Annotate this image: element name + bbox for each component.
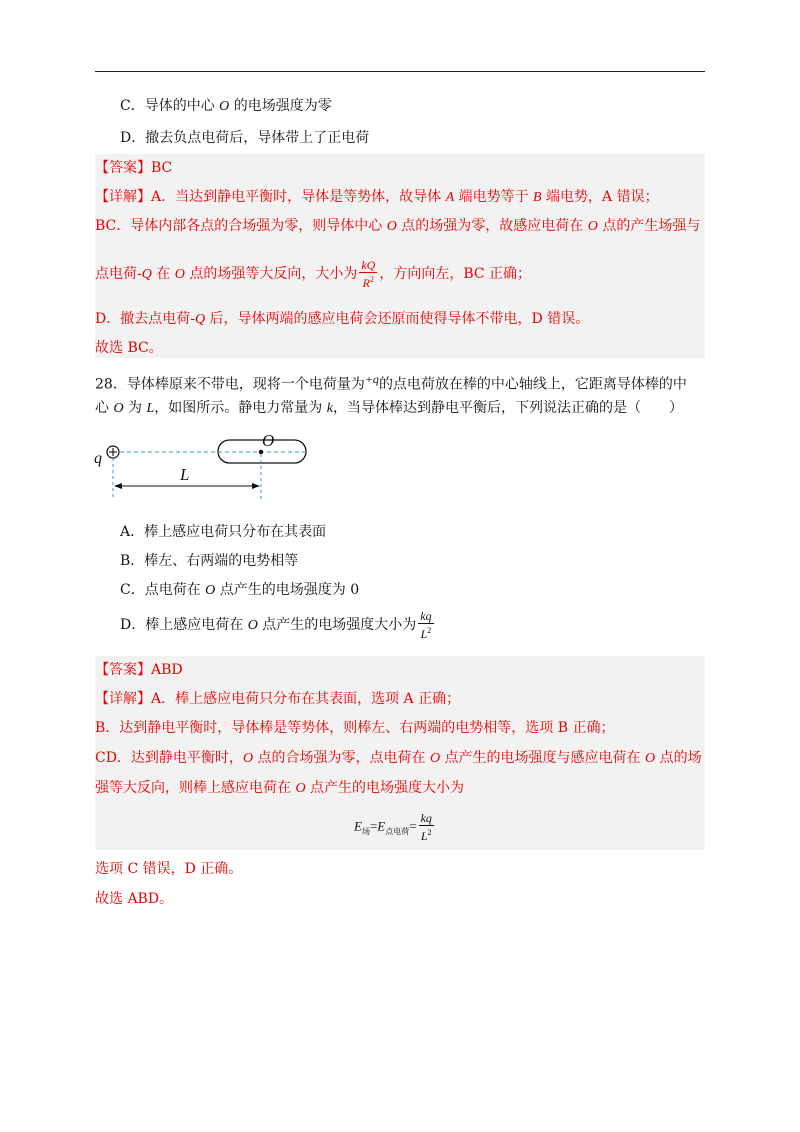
q28-option-d-text2: 点产生的电场强度大小为	[257, 617, 417, 633]
q27-detail-line4	[95, 309, 589, 330]
header-rule	[95, 71, 705, 72]
q28-detail3-c: 点产生的电场强度与感应电荷在	[440, 750, 645, 766]
q28-option-c-text1: C．点电荷在	[120, 582, 206, 598]
var-O: O	[242, 751, 254, 766]
fraction-denominator: L	[420, 626, 428, 641]
fraction-denominator: R	[362, 275, 371, 290]
exponent: 2	[427, 828, 432, 837]
var-A: A	[445, 190, 455, 205]
q27-detail4-a: D．撤去点电荷-	[95, 311, 195, 327]
q27-conclusion: 故选 BC。	[95, 340, 163, 356]
q27-option-d: D．撤去负点电荷后，导体带上了正电荷	[120, 130, 370, 146]
q28-option-c-text2: 点产生的电场强度为 0	[215, 582, 360, 598]
q28-detail-line2: B．达到静电平衡时，导体棒是等势体，则棒左、右两端的电势相等，选项 B 正确；	[95, 720, 615, 736]
q28-figure	[88, 428, 318, 503]
q27-detail3-c: 点的场强等大反向，大小为	[184, 266, 358, 282]
var-O: O	[295, 781, 306, 796]
label-L: L	[180, 465, 190, 484]
var-L: L	[146, 401, 155, 416]
q27-detail1-b: 端电势等于	[454, 189, 534, 205]
var-O: O	[205, 583, 216, 598]
q27-option-c	[120, 96, 332, 117]
arrow-head-right	[252, 483, 260, 489]
q27-detail-line3	[95, 258, 531, 291]
var-B: B	[533, 190, 542, 205]
q28-answer: 【答案】ABD	[95, 662, 183, 678]
var-O: O	[174, 267, 185, 282]
arrow-head-left	[114, 483, 122, 489]
q28-stem1-b: 的点电荷放在棒的中心轴线上，它距离导体棒的中	[378, 376, 687, 393]
q27-detail3-a: 点电荷-	[95, 266, 142, 282]
q28-detail4-b: 点产生的电场强度大小为	[305, 780, 465, 796]
eq-sub-field: 场	[361, 827, 370, 837]
fraction-kq-over-L2	[418, 610, 433, 641]
label-O: O	[262, 431, 275, 450]
q27-option-c-text2: 的电场强度为零	[229, 98, 332, 114]
eq-equals: =	[409, 818, 417, 834]
q28-detail3-d: 点的场	[655, 750, 702, 766]
q27-detail3-b: 在	[151, 266, 175, 282]
q28-stem-line1	[95, 369, 687, 395]
eq-E: E	[354, 818, 362, 834]
var-O: O	[219, 99, 230, 114]
q27-detail4-b: 后，导体两端的感应电荷会还原而使得导体不带电，D 错误。	[205, 311, 590, 327]
q28-equation	[354, 812, 436, 846]
fraction-numerator: kq	[420, 811, 432, 825]
fraction-numerator: kQ	[361, 257, 376, 272]
q28-stem1-a: 28．导体棒原来不带电，现将一个电荷量为	[95, 376, 365, 393]
var-O: O	[429, 751, 441, 766]
q28-stem2-a: 心	[95, 400, 114, 416]
q28-option-a: A．棒上感应电荷只分布在其表面	[120, 524, 327, 540]
q28-stem2-b: 为	[123, 400, 147, 416]
q28-detail4-a: 强等大反向，则棒上感应电荷在	[95, 780, 296, 796]
eq-sub-point-charge: 点电荷	[385, 827, 410, 837]
label-q: q	[94, 450, 102, 467]
q28-stem-line2	[95, 398, 683, 419]
q27-detail1-c: 端电势，A 错误；	[541, 189, 659, 205]
q28-detail-line1: 【详解】A．棒上感应电荷只分布在其表面，选项 A 正确；	[95, 691, 461, 707]
var-Q: Q	[194, 312, 206, 327]
var-O: O	[386, 219, 397, 234]
q27-detail3-d: ，方向向左，BC 正确；	[379, 266, 532, 282]
q28-detail-line5: 选项 C 错误，D 正确。	[95, 861, 243, 877]
exponent: 2	[427, 625, 432, 635]
q28-option-b: B．棒左、右两端的电势相等	[120, 553, 299, 569]
q27-answer: 【答案】BC	[95, 160, 173, 176]
q28-detail3-a: CD．达到静电平衡时，	[95, 750, 243, 766]
q28-detail3-b: 点的合场强为零，点电荷在	[253, 750, 430, 766]
q27-detail1-a: 【详解】A．当达到静电平衡时，导体是等势体，故导体	[95, 189, 446, 205]
q28-stem2-d: ，当导体棒达到静电平衡后，下列说法正确的是（ ）	[332, 400, 683, 416]
exponent: 2	[370, 274, 375, 284]
q28-option-d-text1: D．棒上感应电荷在	[120, 617, 248, 633]
var-O: O	[645, 751, 656, 766]
var-O: O	[587, 219, 598, 234]
var-O: O	[113, 401, 124, 416]
fraction-kq-over-L2	[419, 812, 434, 843]
fraction-numerator: kq	[420, 608, 432, 623]
eq-equals: =	[369, 818, 378, 834]
fraction-kQ-over-R2	[359, 259, 377, 290]
var-O: O	[247, 618, 258, 633]
q28-detail-line4	[95, 778, 464, 799]
q27-option-c-text1: C．导体的中心	[120, 98, 220, 114]
var-k: k	[326, 401, 333, 416]
q27-detail2-b: 点的场强为零，故感应电荷在	[396, 218, 588, 234]
q28-conclusion: 故选 ABD。	[95, 891, 174, 907]
q28-stem2-c: ，如图所示。静电力常量为	[154, 400, 327, 416]
q28-option-c	[120, 580, 359, 601]
q27-detail-line2	[95, 216, 700, 237]
q27-detail2-c: 点的产生场强与	[597, 218, 701, 234]
fraction-denominator: L	[420, 829, 428, 843]
q27-detail2-a: BC．导体内部各点的合场强为零，则导体中心	[95, 218, 387, 234]
center-point-O	[259, 450, 263, 454]
q28-detail-line3	[95, 748, 702, 769]
eq-E: E	[377, 818, 386, 834]
var-Q: Q	[141, 267, 152, 282]
q27-detail-line1	[95, 187, 659, 208]
charge-plus-q: +q	[364, 372, 379, 386]
q28-option-d	[120, 609, 436, 642]
